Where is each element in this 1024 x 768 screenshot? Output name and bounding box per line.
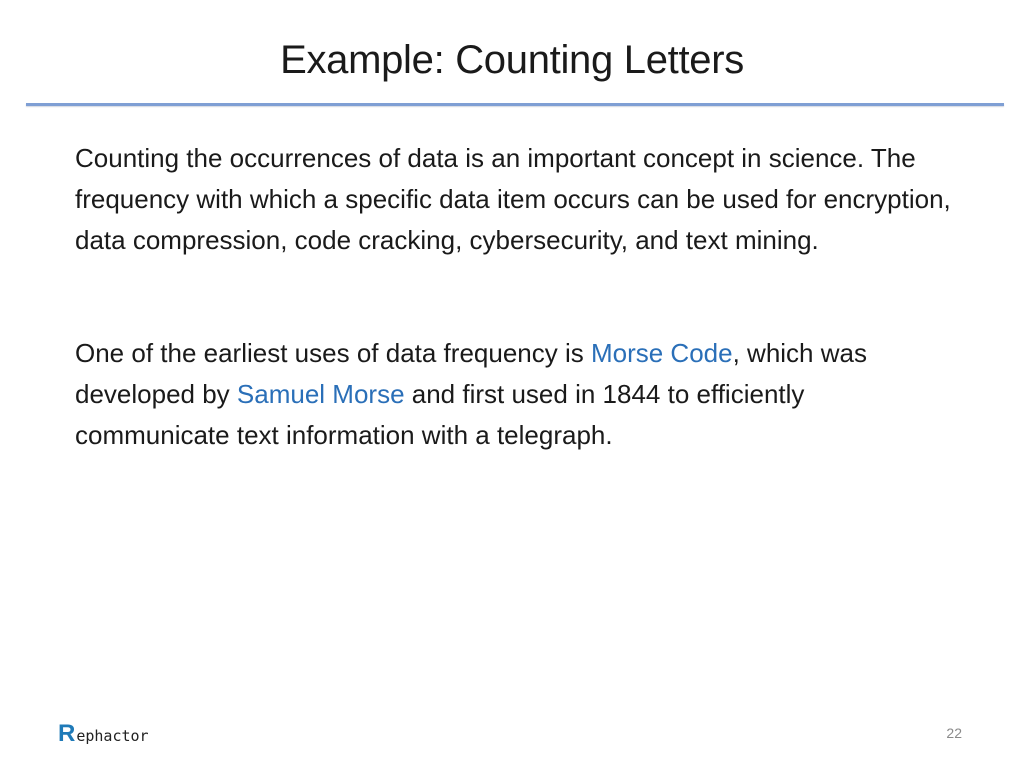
- logo-wordmark: ephactor: [76, 727, 149, 745]
- title-divider: [26, 103, 1004, 106]
- paragraph-2-text-2: , which was developed by: [75, 338, 867, 409]
- page-number: 22: [946, 725, 962, 741]
- logo-initial: R: [58, 720, 76, 747]
- samuel-morse-link[interactable]: Samuel Morse: [236, 379, 405, 409]
- paragraph-2-text-1: One of the earliest uses of data frequency is: [75, 338, 591, 368]
- slide-title: Example: Counting Letters: [280, 38, 744, 82]
- rephactor-logo: [58, 720, 149, 746]
- paragraph-2-text-3: and first used in 1844 to efficiently communicate text information with a telegraph.: [75, 379, 805, 450]
- body-paragraph-2: [75, 333, 955, 456]
- morse-code-link[interactable]: Morse Code: [590, 338, 733, 368]
- body-paragraph-1: Counting the occurrences of data is an important concept in science. The frequency with which a specific data item occurs can be used for encryption, data compression, code cracking, cybersecurity, and text mining.: [75, 143, 951, 255]
